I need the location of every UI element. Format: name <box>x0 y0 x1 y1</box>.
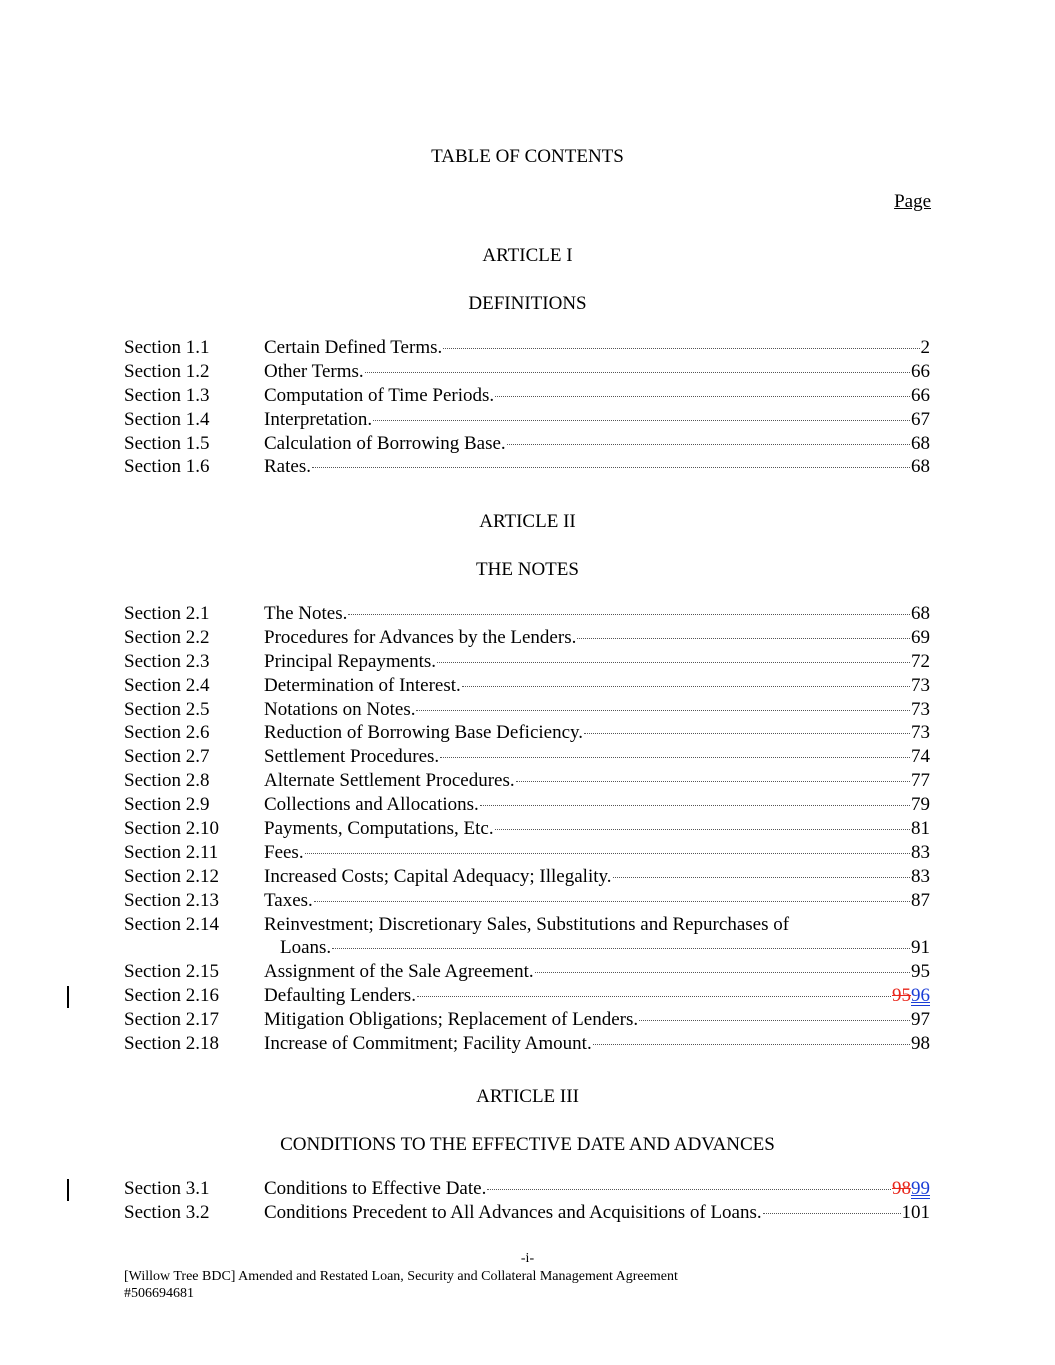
article-1-label: ARTICLE I <box>482 245 573 266</box>
toc-entry-2-8[interactable] <box>124 770 930 794</box>
section-number: Section 3.2 <box>124 1201 210 1223</box>
toc-entry-2-14[interactable] <box>124 914 930 938</box>
toc-entry-2-12[interactable] <box>124 866 930 890</box>
toc-entry-1-3[interactable] <box>124 385 930 409</box>
page-number-revised <box>892 1178 930 1200</box>
toc-entry-2-17[interactable] <box>124 1009 930 1033</box>
page-number: 83 <box>911 841 930 863</box>
section-title: Other Terms. <box>264 360 364 382</box>
toc-title: TABLE OF CONTENTS <box>431 146 624 167</box>
page-number: 74 <box>911 746 930 768</box>
footer-doc-title: [Willow Tree BDC] Amended and Restated Loan, Security and Collateral Management Agreement <box>124 1269 678 1284</box>
section-title: Conditions to Effective Date. <box>264 1178 487 1199</box>
section-number: Section 2.10 <box>124 818 219 840</box>
section-number: Section 2.5 <box>124 698 210 720</box>
dot-leader <box>312 467 910 468</box>
section-title: Rates. <box>264 456 311 478</box>
page-number: 97 <box>911 1009 930 1031</box>
inserted-page-number: 96 <box>911 985 930 1007</box>
page-number: 101 <box>901 1201 930 1223</box>
page-number: 98 <box>911 1033 930 1055</box>
toc-entry-1-1[interactable] <box>124 337 930 361</box>
toc-entry-2-16[interactable] <box>124 985 930 1009</box>
revision-change-bar <box>67 986 69 1008</box>
toc-entry-2-18[interactable] <box>124 1033 930 1057</box>
page-number: 77 <box>911 770 930 792</box>
section-title: Mitigation Obligations; Replacement of Lenders. <box>264 1009 639 1031</box>
section-title: Principal Repayments. <box>264 650 437 672</box>
article-2-label: ARTICLE II <box>479 511 576 532</box>
toc-entry-2-6[interactable] <box>124 722 930 746</box>
section-title: Taxes. <box>264 889 313 911</box>
section-number: Section 1.5 <box>124 432 210 454</box>
dot-leader <box>440 757 910 758</box>
section-number: Section 2.1 <box>124 603 210 624</box>
section-title: Defaulting Lenders. <box>264 985 416 1007</box>
section-number: Section 2.16 <box>124 985 219 1007</box>
dot-leader <box>462 686 910 687</box>
section-title: Procedures for Advances by the Lenders. <box>264 626 577 648</box>
toc-entry-2-5[interactable] <box>124 699 930 723</box>
toc-entry-2-13[interactable] <box>124 890 930 914</box>
article-1-name: DEFINITIONS <box>468 293 587 314</box>
section-title: Collections and Allocations. <box>264 794 479 816</box>
footer-doc-id: #506694681 <box>124 1286 194 1301</box>
dot-leader <box>443 348 919 349</box>
toc-entry-3-2[interactable] <box>124 1202 930 1226</box>
section-number: Section 2.11 <box>124 841 219 863</box>
page-number: 73 <box>911 722 930 744</box>
section-number: Section 2.3 <box>124 650 210 672</box>
section-title: Reinvestment; Discretionary Sales, Substitutions and Repurchases of <box>264 913 790 935</box>
page-number: 87 <box>911 889 930 911</box>
toc-entry-2-3[interactable] <box>124 651 930 675</box>
dot-leader <box>613 877 910 878</box>
page-folio: -i- <box>520 1251 535 1266</box>
article-3-label: ARTICLE III <box>476 1086 579 1107</box>
toc-entry-1-5[interactable] <box>124 433 930 457</box>
page-number: 69 <box>911 626 930 648</box>
dot-leader <box>584 733 910 734</box>
dot-leader <box>593 1044 910 1045</box>
section-title: Notations on Notes. <box>264 698 416 720</box>
page-number: 95 <box>911 961 930 983</box>
section-title: Reduction of Borrowing Base Deficiency. <box>264 722 584 744</box>
section-title: Interpretation. <box>264 408 373 430</box>
section-number: Section 2.2 <box>124 626 210 648</box>
dot-leader <box>535 972 910 973</box>
dot-leader <box>417 996 891 997</box>
section-title: Determination of Interest. <box>264 674 461 696</box>
toc-entry-1-2[interactable] <box>124 361 930 385</box>
page-column-label: Page <box>894 191 931 212</box>
page-number: 73 <box>911 674 930 696</box>
section-number: Section 1.6 <box>124 456 210 478</box>
page-number: 72 <box>911 650 930 672</box>
dot-leader <box>507 444 910 445</box>
revision-change-bar <box>67 1179 69 1201</box>
section-number: Section 3.1 <box>124 1178 210 1199</box>
page-number: 67 <box>911 408 930 430</box>
deleted-page-number: 98 <box>892 1178 911 1199</box>
toc-entry-2-7[interactable] <box>124 746 930 770</box>
section-title: Certain Defined Terms. <box>264 337 443 358</box>
section-number: Section 2.4 <box>124 674 210 696</box>
article-2-sections <box>124 603 930 1057</box>
section-number: Section 2.6 <box>124 722 210 744</box>
toc-entry-2-2[interactable] <box>124 627 930 651</box>
section-title: Assignment of the Sale Agreement. <box>264 961 534 983</box>
dot-leader <box>495 829 910 830</box>
dot-leader <box>480 805 910 806</box>
section-title: The Notes. <box>264 603 348 624</box>
page-number: 81 <box>911 818 930 840</box>
toc-entry-2-9[interactable] <box>124 794 930 818</box>
dot-leader <box>348 614 910 615</box>
article-2-name: THE NOTES <box>476 559 579 580</box>
section-title: Increased Costs; Capital Adequacy; Illegality. <box>264 865 612 887</box>
section-number: Section 2.14 <box>124 913 219 935</box>
section-number: Section 2.17 <box>124 1009 219 1031</box>
toc-entry-2-10[interactable] <box>124 818 930 842</box>
article-1-sections <box>124 337 930 480</box>
toc-entry-3-1[interactable] <box>124 1178 930 1202</box>
page-number: 79 <box>911 794 930 816</box>
dot-leader <box>437 662 910 663</box>
page-number: 68 <box>911 432 930 454</box>
section-number: Section 2.7 <box>124 746 210 768</box>
toc-entry-2-11[interactable] <box>124 842 930 866</box>
toc-entry-1-6[interactable] <box>124 456 930 480</box>
section-title: Fees. <box>264 841 304 863</box>
section-number: Section 2.15 <box>124 961 219 983</box>
toc-entry-2-1[interactable] <box>124 603 930 627</box>
toc-entry-2-4[interactable] <box>124 675 930 699</box>
article-3-sections <box>124 1178 930 1226</box>
toc-entry-2-14-continued[interactable] <box>124 937 930 961</box>
section-title: Conditions Precedent to All Advances and Acquisitions of Loans. <box>264 1201 762 1223</box>
section-number: Section 2.12 <box>124 865 219 887</box>
page-number: 66 <box>911 360 930 382</box>
section-title: Payments, Computations, Etc. <box>264 818 494 840</box>
dot-leader <box>373 420 910 421</box>
dot-leader <box>314 901 910 902</box>
page-number: 73 <box>911 698 930 720</box>
dot-leader <box>416 710 910 711</box>
section-title: Increase of Commitment; Facility Amount. <box>264 1033 592 1055</box>
toc-entry-1-4[interactable] <box>124 409 930 433</box>
section-number: Section 1.3 <box>124 384 210 406</box>
section-number: Section 1.4 <box>124 408 210 430</box>
dot-leader <box>639 1020 910 1021</box>
section-title-continued: Loans. <box>280 937 332 959</box>
dot-leader <box>577 638 910 639</box>
section-number: Section 2.8 <box>124 770 210 792</box>
section-number: Section 2.18 <box>124 1033 219 1055</box>
dot-leader <box>365 372 910 373</box>
section-number: Section 1.1 <box>124 337 210 358</box>
inserted-page-number: 99 <box>911 1178 930 1199</box>
section-number: Section 1.2 <box>124 360 210 382</box>
section-number: Section 2.13 <box>124 889 219 911</box>
dot-leader <box>305 853 910 854</box>
page-number: 66 <box>911 384 930 406</box>
page-number: 68 <box>911 603 930 624</box>
article-3-name: CONDITIONS TO THE EFFECTIVE DATE AND ADVANCES <box>280 1134 775 1155</box>
dot-leader <box>332 948 910 949</box>
page-number: 68 <box>911 456 930 478</box>
dot-leader <box>516 781 910 782</box>
section-title: Calculation of Borrowing Base. <box>264 432 506 454</box>
page-number-revised <box>892 985 930 1007</box>
dot-leader <box>487 1189 891 1190</box>
page-number: 83 <box>911 865 930 887</box>
section-title: Alternate Settlement Procedures. <box>264 770 515 792</box>
page-number: 91 <box>911 937 930 959</box>
toc-entry-2-15[interactable] <box>124 961 930 985</box>
section-title: Settlement Procedures. <box>264 746 440 768</box>
deleted-page-number: 95 <box>892 985 911 1007</box>
dot-leader <box>763 1213 901 1214</box>
page-number: 2 <box>920 337 930 358</box>
section-number: Section 2.9 <box>124 794 210 816</box>
section-title: Computation of Time Periods. <box>264 384 495 406</box>
dot-leader <box>495 396 910 397</box>
